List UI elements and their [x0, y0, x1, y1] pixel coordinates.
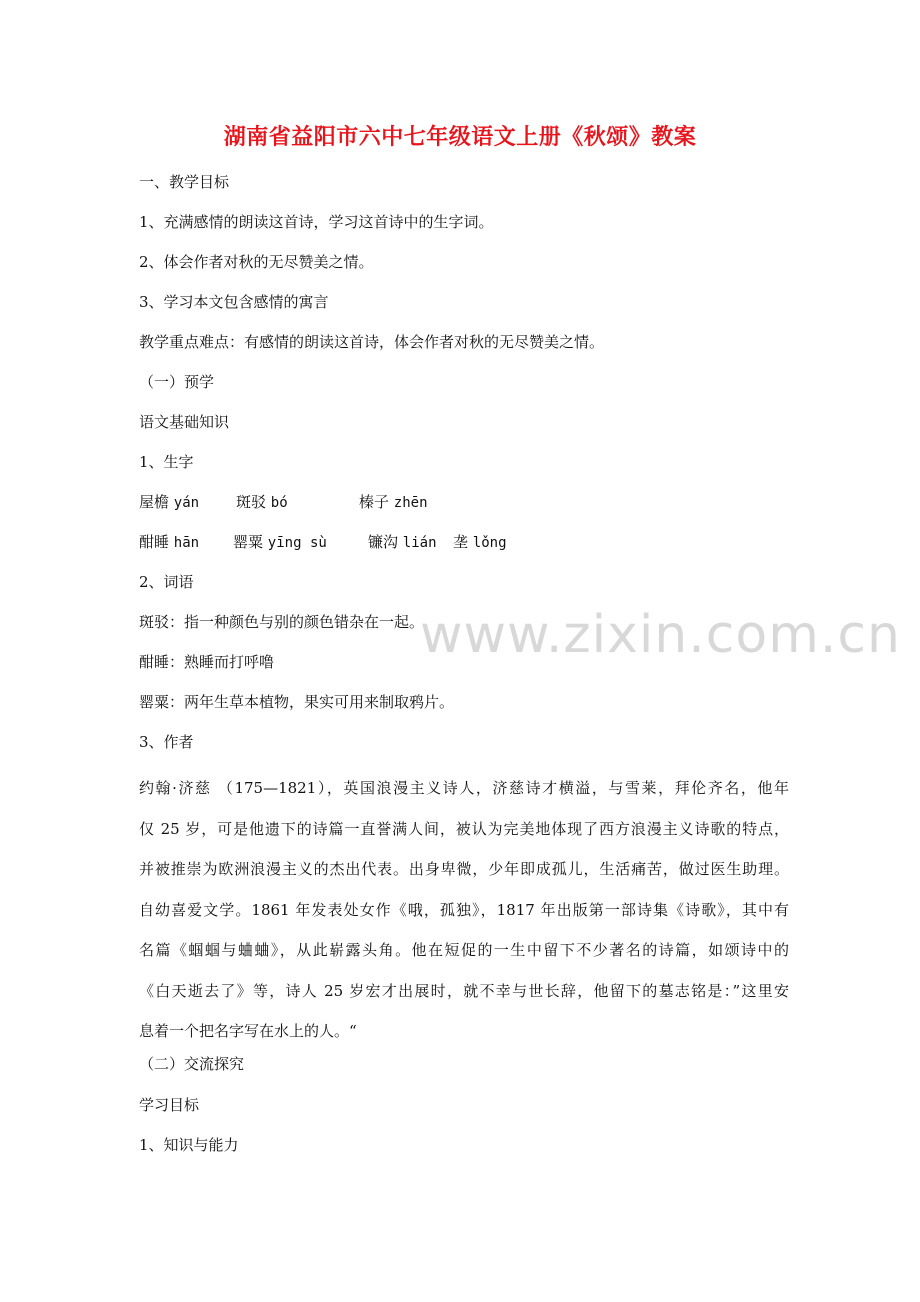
key-points: 教学重点难点：有感情的朗读这首诗，体会作者对秋的无尽赞美之情。 — [139, 333, 605, 351]
subheading-author: 3、作者 — [139, 733, 194, 751]
subheading-learning-goals: 学习目标 — [139, 1096, 200, 1114]
word-definition: 罂粟：两年生草本植物，果实可用来制取鸦片。 — [139, 693, 455, 711]
paragraph-line: 名篇《蝈蝈与蛐蛐》，从此崭露头角。他在短促的一生中留下不少著名的诗篇，如颂诗中的 — [139, 941, 789, 959]
vocab-item: 酣睡 hān — [139, 533, 200, 551]
word-definition: 酣睡：熟睡而打呼噜 — [139, 653, 275, 671]
vocab-item: 垄 lǒng — [453, 533, 507, 551]
paragraph-line: 《白天逝去了》等，诗人 25 岁宏才出展时，就不幸与世长辞，他留下的墓志铭是：”这里安 — [139, 981, 789, 1000]
vocab-item: 罂粟 yīng sù — [233, 533, 327, 551]
goal-item: 2、体会作者对秋的无尽赞美之情。 — [139, 253, 374, 271]
paragraph-line: 约翰·济慈 （175—1821），英国浪漫主义诗人，济慈诗才横溢，与雪莱，拜伦齐名，他年 — [139, 779, 789, 797]
goal-item: 3、学习本文包含感情的寓言 — [139, 293, 329, 311]
vocab-item: 榛子 zhēn — [359, 493, 428, 511]
word-definition: 斑驳：指一种颜色与别的颜色错杂在一起。 — [139, 613, 425, 631]
section-heading-discussion: （二）交流探究 — [139, 1055, 245, 1073]
paragraph-line: 息着一个把名字写在水上的人。“ — [139, 1022, 357, 1040]
paragraph-line: 并被推崇为欧洲浪漫主义的杰出代表。出身卑微，少年即成孤儿，生活痛苦，做过医生助理。 — [139, 860, 789, 878]
goal-item: 1、充满感情的朗读这首诗，学习这首诗中的生字词。 — [139, 213, 494, 231]
vocab-item: 镰沟 lián — [368, 533, 437, 551]
vocab-item: 斑驳 bó — [236, 493, 288, 511]
paragraph-line: 自幼喜爱文学。1861 年发表处女作《哦，孤独》，1817 年出版第一部诗集《诗歌》，其中有 — [139, 900, 789, 919]
subheading-words: 2、词语 — [139, 573, 194, 591]
section-heading-preview: （一）预学 — [139, 373, 215, 391]
watermark: www.zixin.com.cn — [420, 605, 901, 665]
document-title: 湖南省益阳市六中七年级语文上册《秋颂》教案 — [223, 124, 697, 150]
subheading-knowledge-ability: 1、知识与能力 — [139, 1136, 239, 1154]
section-heading-teaching-goals: 一、教学目标 — [139, 173, 230, 191]
subheading-basics: 语文基础知识 — [139, 413, 230, 431]
subheading-new-characters: 1、生字 — [139, 453, 194, 471]
paragraph-line: 仅 25 岁，可是他遗下的诗篇一直誉满人间，被认为完美地体现了西方浪漫主义诗歌的特点， — [139, 819, 789, 838]
vocab-item: 屋檐 yán — [139, 493, 200, 511]
author-paragraph — [139, 768, 789, 1052]
